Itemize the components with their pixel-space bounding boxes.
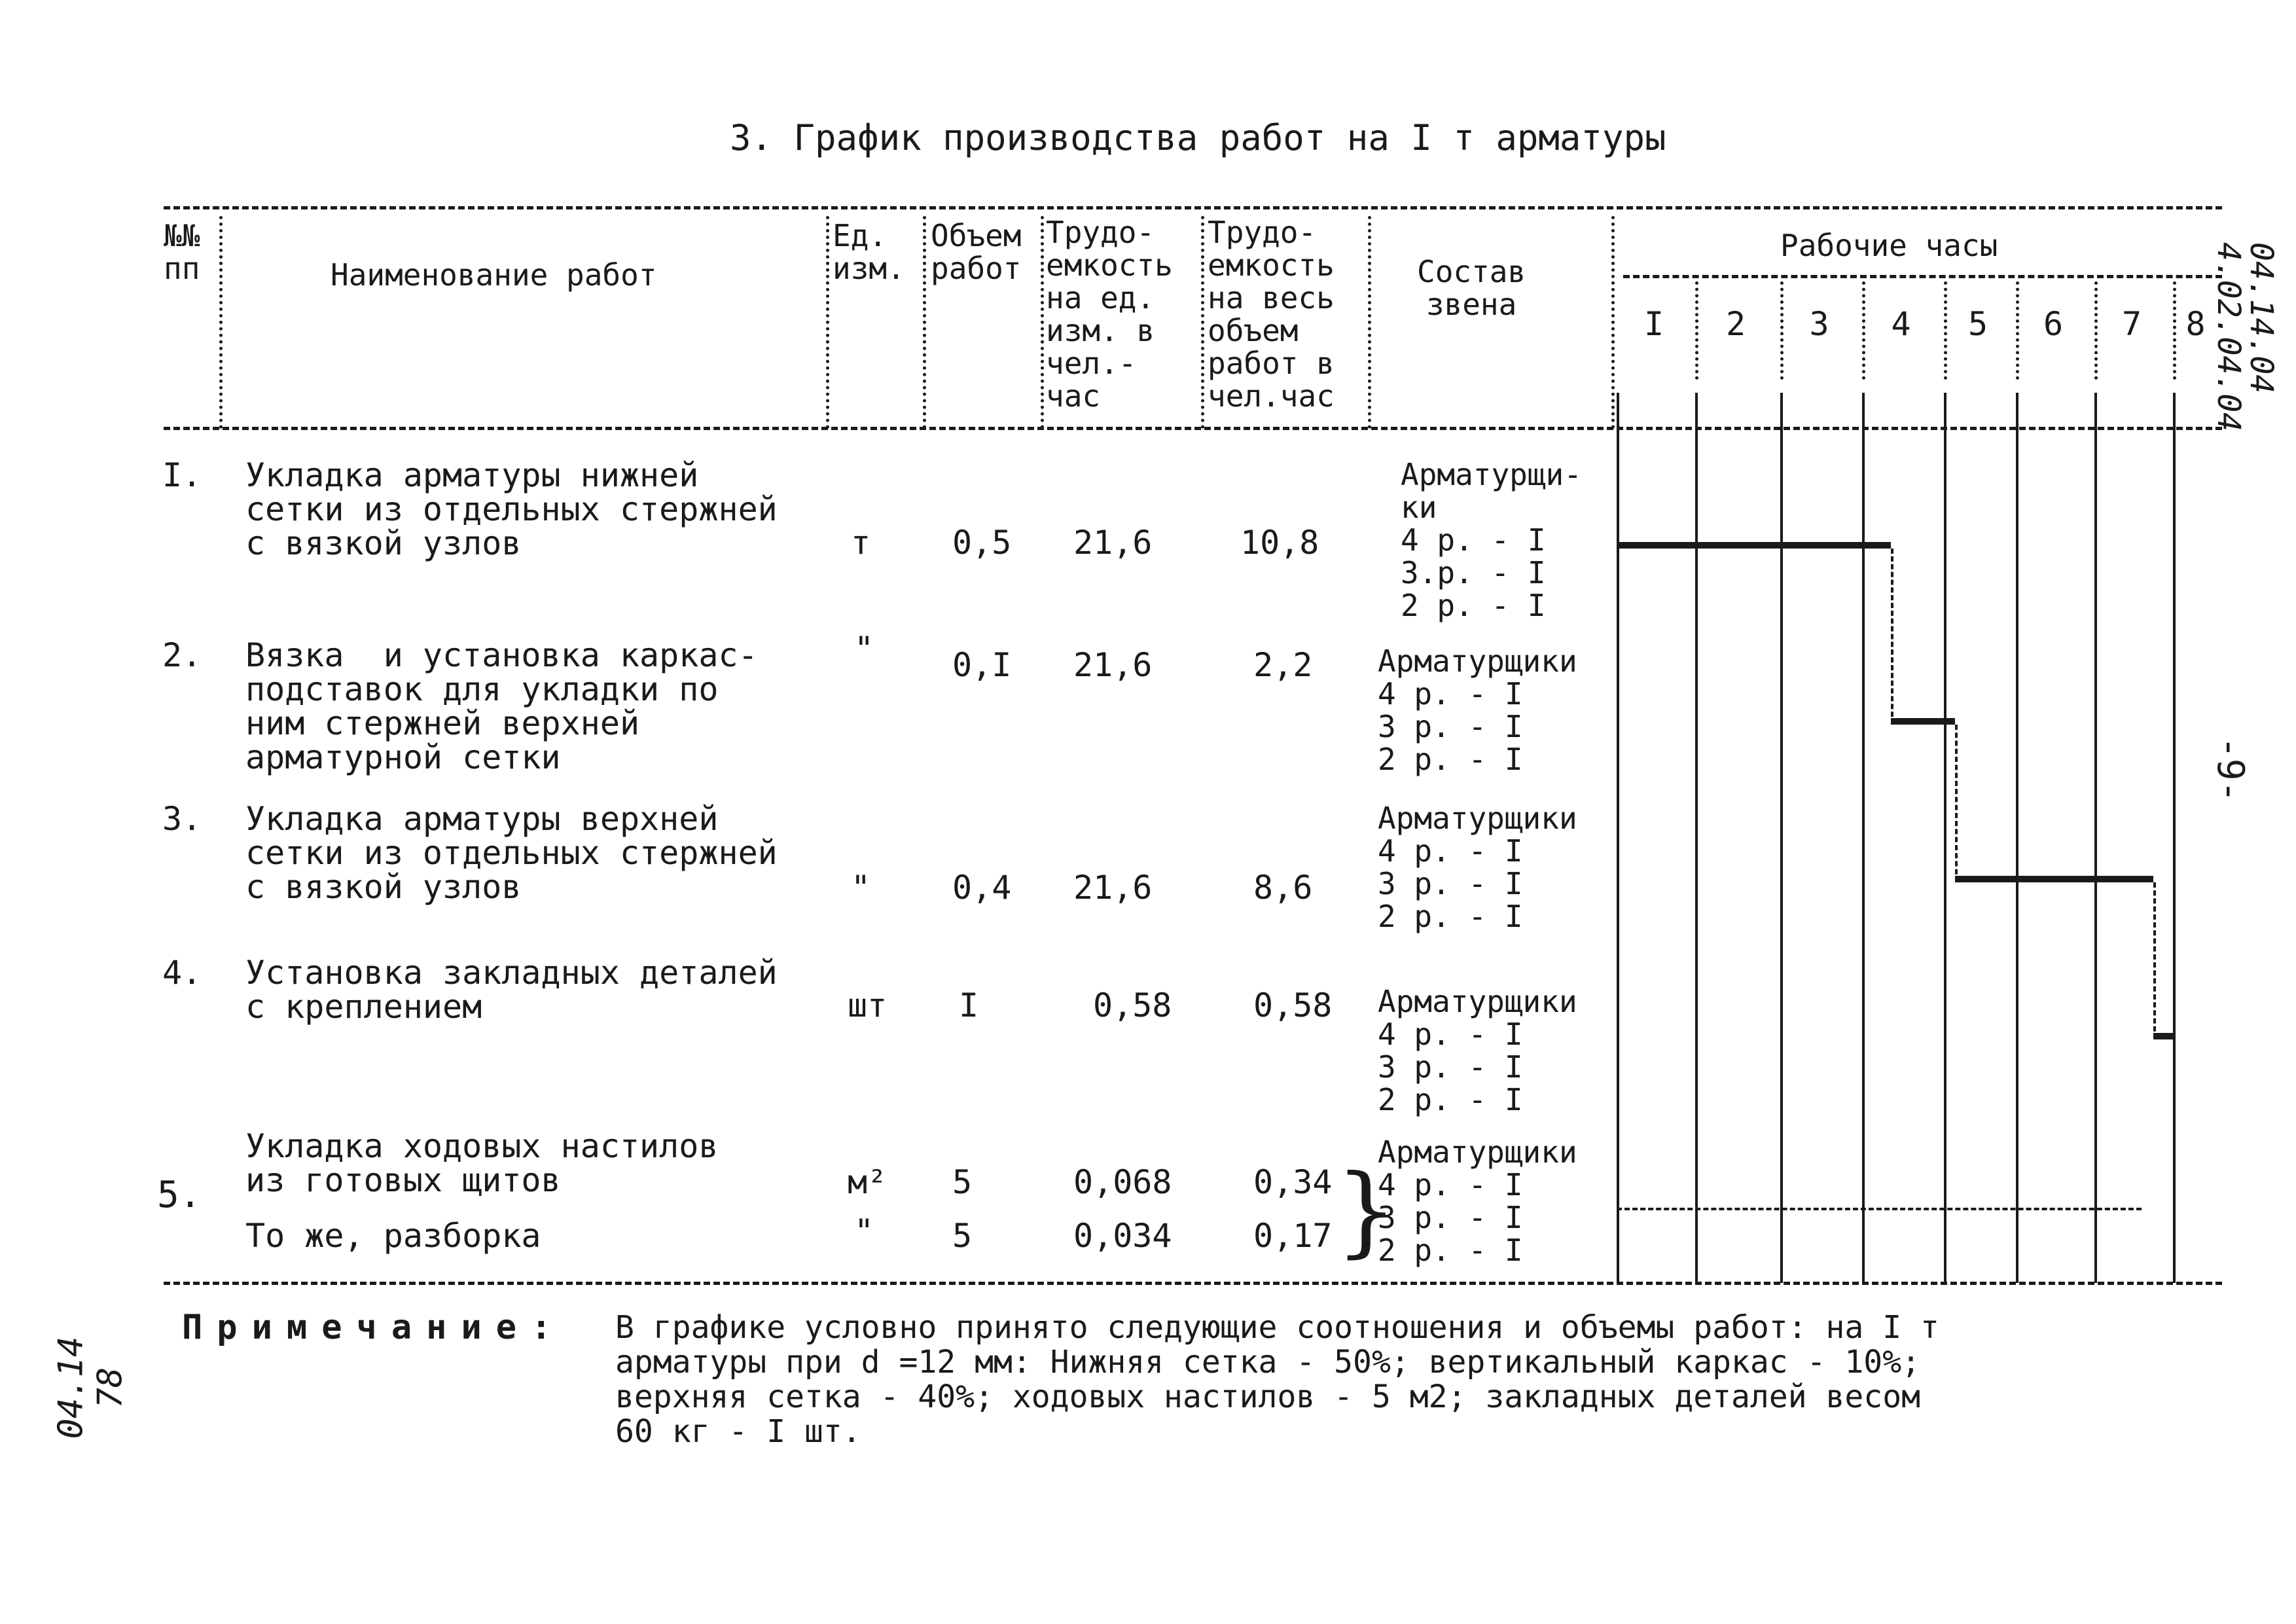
row-2-labor-total: 2,2 (1253, 646, 1313, 684)
header-crew: Состав звена (1417, 254, 1526, 322)
header-volume: Объем работ (931, 218, 1022, 286)
row-4-name: Установка закладных деталей с креплением (245, 954, 778, 1026)
gantt-bar-row-1 (1617, 542, 1891, 549)
hour-label-5: 5 (1968, 305, 1988, 343)
col-sep-unit (923, 216, 926, 429)
hour-label-1: I (1644, 305, 1664, 343)
row-6-labor-total: 0,17 (1253, 1217, 1333, 1255)
row-3-volume: 0,4 (952, 869, 1012, 907)
hour-header-separator (2016, 281, 2019, 380)
header-unit: Ед. изм. (833, 218, 905, 286)
hour-label-8: 8 (2185, 305, 2206, 343)
row-1-name: Укладка арматуры нижней сетки из отдельных стержней с вязкой узлов (245, 456, 778, 562)
row-3-unit: " (851, 869, 871, 907)
header-name: Наименование работ (331, 257, 657, 293)
hour-label-6: 6 (2043, 305, 2064, 343)
hour-gridline (1695, 393, 1698, 1283)
header-num: №№ пп (164, 218, 200, 286)
gantt-bar-row-3 (1955, 876, 2154, 882)
hour-gridline (1862, 393, 1865, 1283)
row-4-num: 4. (162, 954, 202, 992)
hour-gridline (1617, 393, 1619, 1283)
row-6-unit: " (854, 1212, 874, 1250)
gantt-bar-row-4 (2153, 1033, 2173, 1039)
row-4-crew: Арматурщики 4 р. - I 3 р. - I 2 р. - I (1378, 984, 1577, 1117)
row-2-labor-unit: 21,6 (1073, 646, 1153, 684)
row-5-labor-total: 0,34 (1253, 1163, 1333, 1201)
row-5-volume: 5 (952, 1163, 973, 1201)
table-bottom-border (164, 1282, 2222, 1285)
row-2-num: 2. (162, 636, 202, 674)
col-sep-labor-unit (1201, 216, 1204, 429)
row-1-labor-total: 10,8 (1240, 524, 1319, 562)
hour-header-separator (1862, 281, 1865, 380)
gantt-link-3 (2153, 882, 2156, 1039)
row-2-name: Вязка и установка каркас- подставок для укладки по ним стержней верхней арматурной сетки (245, 636, 758, 776)
hour-label-4: 4 (1891, 305, 1911, 343)
row-3-crew: Арматурщики 4 р. - I 3 р. - I 2 р. - I (1378, 801, 1577, 934)
hour-gridline (2094, 393, 2097, 1283)
note-label: Примечание: (182, 1308, 566, 1347)
hours-subheader-border (1623, 275, 2222, 278)
row-3-labor-unit: 21,6 (1073, 869, 1153, 907)
col-sep-labor-total (1368, 216, 1371, 429)
row-2-crew: Арматурщики 4 р. - I 3 р. - I 2 р. - I (1378, 643, 1577, 777)
row-1-num: I. (162, 456, 202, 494)
hour-header-separator (2173, 281, 2176, 380)
hour-gridline (1780, 393, 1783, 1283)
hour-label-2: 2 (1726, 305, 1746, 343)
header-hours-title: Рабочие часы (1780, 228, 1998, 263)
header-labor-unit: Трудо- емкость на ед. изм. в чел.- час (1046, 215, 1173, 414)
row-2-volume: 0,I (952, 646, 1012, 684)
row-6-labor-unit: 0,034 (1073, 1217, 1172, 1255)
note-line-1: В графике условно принято следующие соотношения и объемы работ: на I т (615, 1309, 1939, 1346)
row-1-labor-unit: 21,6 (1073, 524, 1153, 562)
col-sep-crew (1611, 216, 1615, 429)
row-5-num: 5. (157, 1174, 202, 1216)
hour-gridline (2173, 393, 2176, 1283)
header-labor-total: Трудо- емкость на весь объем работ в чел.час (1208, 215, 1335, 414)
row-3-labor-total: 8,6 (1253, 869, 1313, 907)
row-3-name: Укладка арматуры верхней сетки из отдельных стержней с вязкой узлов (245, 800, 778, 906)
hour-header-separator (1780, 281, 1784, 380)
col-sep-name (826, 216, 829, 429)
table-top-border (164, 206, 2222, 209)
margin-right-page-number: -9- (2209, 736, 2251, 803)
header-bottom-border (164, 427, 2222, 430)
note-line-4: 60 кг - I шт. (615, 1413, 861, 1450)
hour-header-separator (2094, 281, 2098, 380)
row-5-crew: Арматурщики 4 р. - I 3 р. - I 2 р. - I (1378, 1134, 1577, 1268)
row-5-name: Укладка ходовых настилов из готовых щитов (245, 1127, 719, 1199)
row-1-crew: Арматурщи- ки 4 р. - I 3.р. - I 2 р. - I (1401, 457, 1582, 623)
document-title: 3. График производства работ на I т арматуры (730, 117, 1666, 158)
hour-header-separator (1944, 281, 1947, 380)
hour-header-separator (1695, 281, 1698, 380)
row-4-volume: I (959, 986, 979, 1024)
note-line-2: арматуры при d =12 мм: Нижняя сетка - 50%; вертикальный каркас - 10%; (615, 1344, 1920, 1380)
row-5-brace-icon: } (1335, 1154, 1398, 1268)
hour-gridline (2016, 393, 2018, 1283)
col-sep-volume (1041, 216, 1044, 429)
gantt-bar-row-5 (1617, 1208, 2142, 1210)
row-5-labor-unit: 0,068 (1073, 1163, 1172, 1201)
row-6-name: То же, разборка (245, 1217, 541, 1255)
row-5-unit: м² (848, 1163, 888, 1201)
gantt-link-2 (1955, 725, 1958, 882)
row-4-unit: шт (848, 986, 888, 1024)
note-line-3: верхняя сетка - 40%; ходовых настилов - 5 м2; закладных деталей весом (615, 1379, 1920, 1415)
row-4-labor-unit: 0,58 (1093, 986, 1172, 1024)
row-6-volume: 5 (952, 1217, 973, 1255)
col-sep-num (219, 216, 223, 429)
hour-label-3: 3 (1809, 305, 1829, 343)
row-4-labor-total: 0,58 (1253, 986, 1333, 1024)
gantt-bar-row-2 (1891, 718, 1955, 725)
row-1-unit: т (851, 524, 871, 562)
gantt-link-1 (1891, 549, 1893, 725)
row-2-unit: " (854, 630, 874, 668)
margin-right-code: 04.14.04 4.02.04.04 (2210, 242, 2280, 431)
hour-gridline (1944, 393, 1946, 1283)
row-1-volume: 0,5 (952, 524, 1012, 562)
hour-label-7: 7 (2122, 305, 2142, 343)
margin-left-code: 04.14 78 (51, 1336, 130, 1439)
row-3-num: 3. (162, 800, 202, 838)
